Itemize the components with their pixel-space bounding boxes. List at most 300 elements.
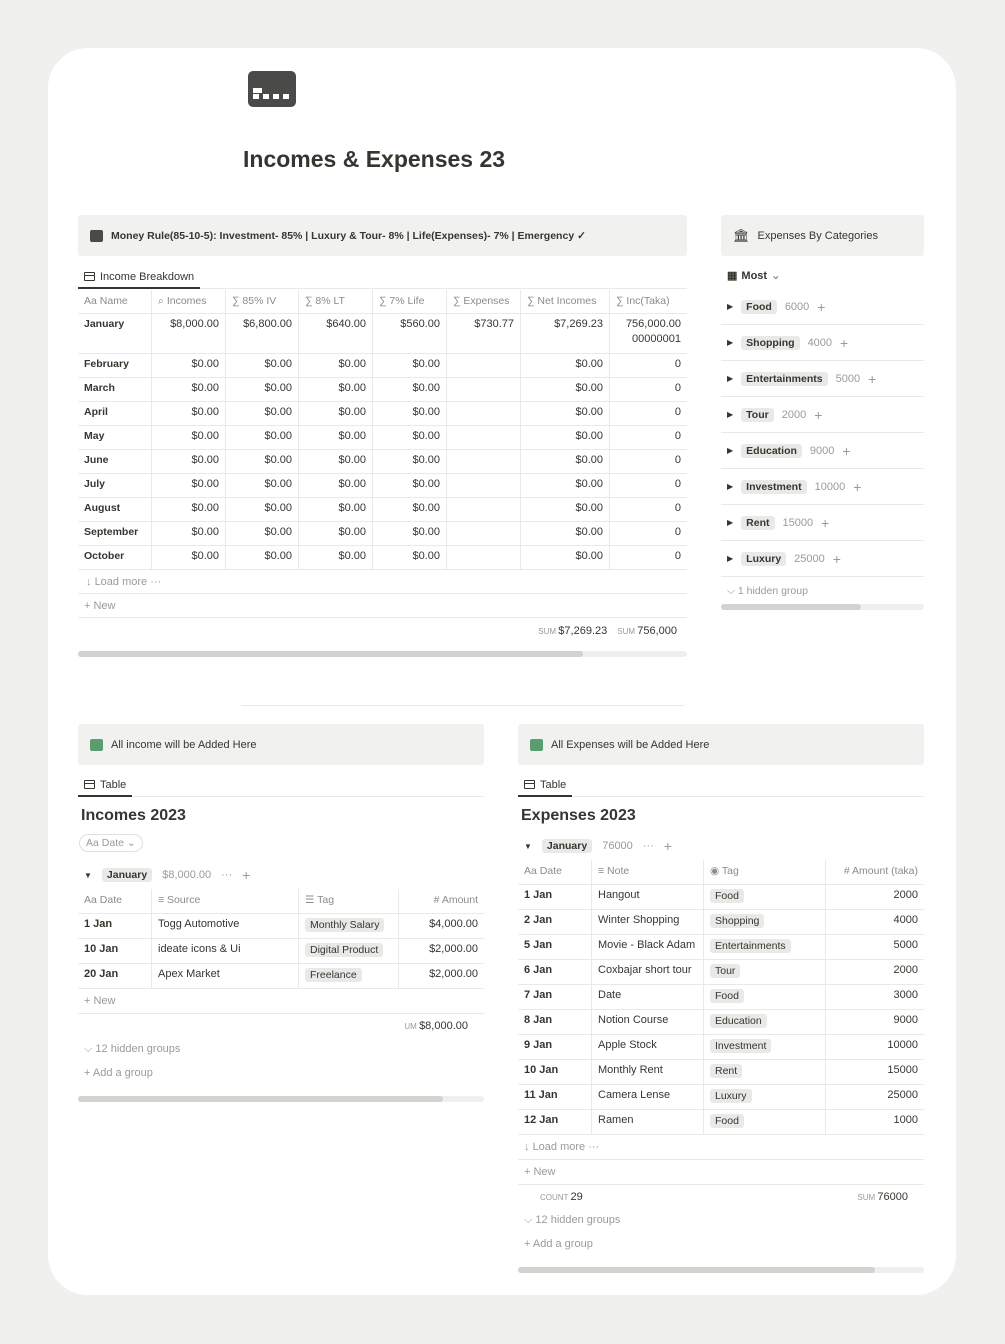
tab-table[interactable]	[518, 774, 572, 797]
expenses-callout	[518, 724, 924, 765]
plus-icon: +	[84, 995, 94, 1007]
table-cell: 756,000.00 00000001	[625, 318, 681, 345]
add-group-button[interactable]	[78, 1062, 484, 1086]
column-icon: ☰	[305, 894, 318, 906]
column-header[interactable]	[373, 290, 447, 313]
column-icon: ∑	[453, 295, 464, 307]
column-header[interactable]	[610, 290, 687, 313]
column-header[interactable]	[226, 290, 299, 313]
table-cell: 0	[674, 502, 681, 514]
date-cell[interactable]	[518, 935, 592, 959]
column-icon: #	[843, 865, 853, 877]
category-total: 2000	[781, 408, 807, 421]
table-cell: $0.00	[521, 378, 610, 401]
divider	[241, 705, 684, 706]
month-name[interactable]: January	[78, 314, 152, 353]
new-label: New	[93, 600, 116, 612]
table-cell: $0.00	[152, 522, 226, 545]
expand-triangle-icon[interactable]: ▶	[727, 302, 734, 311]
income-breakdown-table	[78, 290, 687, 657]
new-label: New	[533, 1166, 556, 1178]
column-header[interactable]	[299, 889, 399, 913]
month-name[interactable]: April	[78, 402, 152, 425]
table-cell: $0.00	[226, 498, 299, 521]
table-row[interactable]	[518, 1085, 924, 1110]
tag-cell	[704, 960, 826, 984]
cell-text: 12 Jan	[524, 1114, 559, 1126]
category-group[interactable]	[721, 325, 924, 361]
add-icon[interactable]: +	[821, 514, 830, 531]
add-group-button[interactable]	[518, 1233, 924, 1257]
cell-text: Ramen	[598, 1114, 634, 1126]
tab-table[interactable]	[78, 774, 132, 797]
tag-cell	[299, 914, 399, 938]
expand-triangle-icon[interactable]: ▶	[727, 518, 734, 527]
sum-row	[78, 618, 687, 643]
column-header[interactable]	[518, 860, 592, 884]
sum-label: SUM	[617, 626, 638, 636]
hidden-groups-toggle[interactable]	[721, 577, 924, 602]
collapse-triangle-icon[interactable]: ▼	[524, 841, 532, 851]
month-name[interactable]: August	[78, 498, 152, 521]
category-group[interactable]	[721, 541, 924, 577]
column-label: Amount	[441, 894, 478, 906]
tag-pill: Investment	[710, 1039, 771, 1053]
column-icon: ≡	[598, 865, 608, 877]
sort-date-filter[interactable]: Aa Date ⌄	[79, 834, 143, 852]
table-cell: 0	[674, 430, 681, 442]
cell-text: 2 Jan	[524, 914, 553, 926]
scrollbar-thumb[interactable]	[518, 1267, 875, 1273]
table-row[interactable]	[78, 939, 484, 964]
amount-cell	[826, 885, 924, 909]
table-cell: $0.00	[521, 450, 610, 473]
new-row-button[interactable]	[78, 989, 484, 1014]
table-cell: $0.00	[299, 546, 373, 569]
incomes-title: Incomes 2023	[81, 807, 186, 824]
hidden-label: 1 hidden group	[737, 585, 808, 597]
date-cell[interactable]	[78, 914, 152, 938]
column-label: Amount (taka)	[852, 865, 918, 877]
column-label: Inc(Taka)	[626, 295, 670, 307]
tab-label: Table	[540, 778, 567, 791]
text-cell	[592, 960, 704, 984]
add-icon[interactable]: +	[868, 370, 877, 387]
table-row[interactable]	[518, 910, 924, 935]
expand-triangle-icon[interactable]: ▶	[727, 374, 734, 383]
text-cell	[592, 910, 704, 934]
month-name[interactable]: September	[78, 522, 152, 545]
date-cell[interactable]	[78, 964, 152, 988]
load-more-button[interactable]	[78, 570, 687, 594]
column-icon: ⌕	[158, 295, 167, 307]
column-label: 8% LT	[315, 295, 345, 307]
incomes-table	[78, 865, 484, 1102]
income-callout	[78, 724, 484, 765]
table-cell: $0.00	[299, 522, 373, 545]
amount-cell	[826, 1085, 924, 1109]
table-cell: $0.00	[152, 450, 226, 473]
add-icon[interactable]: +	[663, 838, 672, 854]
table-cell: $0.00	[152, 474, 226, 497]
text-cell	[592, 1010, 704, 1034]
cell-text: $2,000.00	[429, 943, 478, 955]
table-cell: $0.00	[373, 546, 447, 569]
group-label: January	[102, 868, 152, 882]
gallery-icon: ▦	[727, 270, 738, 282]
month-name[interactable]: July	[78, 474, 152, 497]
amount-cell	[399, 914, 484, 938]
group-header[interactable]	[78, 865, 484, 885]
scrollbar-thumb[interactable]	[721, 604, 861, 610]
table-cell: $0.00	[152, 546, 226, 569]
table-cell: $0.00	[226, 546, 299, 569]
cell-text: 1000	[893, 1114, 918, 1126]
chevron-down-icon: ⌵	[524, 1214, 536, 1226]
scrollbar-thumb[interactable]	[78, 1096, 443, 1102]
column-label: Net Incomes	[537, 295, 597, 307]
date-cell[interactable]	[518, 885, 592, 909]
amount-cell	[826, 935, 924, 959]
column-header[interactable]	[399, 889, 484, 913]
column-header[interactable]	[78, 889, 152, 913]
table-cell: $0.00	[373, 354, 447, 377]
column-header[interactable]	[704, 860, 826, 884]
expand-triangle-icon[interactable]: ▶	[727, 410, 734, 419]
credit-card-icon[interactable]	[248, 71, 296, 107]
table-cell: $0.00	[299, 354, 373, 377]
text-cell	[592, 1110, 704, 1134]
plus-icon: +	[84, 600, 94, 612]
table-cell: $0.00	[299, 498, 373, 521]
plus-icon: +	[84, 1067, 93, 1079]
category-group[interactable]	[721, 433, 924, 469]
category-total: 15000	[782, 516, 814, 529]
expenses-table	[518, 836, 924, 1273]
load-more-button[interactable]	[518, 1135, 924, 1160]
expand-triangle-icon[interactable]: ▶	[727, 482, 734, 491]
collapse-triangle-icon[interactable]: ▼	[84, 870, 92, 880]
date-cell[interactable]	[518, 1060, 592, 1084]
sum-cell[interactable]	[617, 625, 677, 637]
amount-cell	[826, 985, 924, 1009]
new-row-button[interactable]	[78, 594, 687, 618]
category-total: 9000	[809, 444, 835, 457]
table-cell	[447, 426, 521, 449]
hidden-groups-toggle[interactable]	[78, 1038, 484, 1062]
more-icon[interactable]: ···	[642, 840, 654, 852]
tag-pill: Tour	[710, 964, 740, 978]
table-cell: $0.00	[152, 402, 226, 425]
cell-text: 6 Jan	[524, 964, 553, 976]
load-more-label: Load more	[94, 576, 148, 588]
cell-text: Monthly Rent	[598, 1064, 663, 1076]
table-row[interactable]	[78, 522, 687, 546]
category-group[interactable]	[721, 361, 924, 397]
table-row[interactable]	[78, 426, 687, 450]
date-cell[interactable]	[518, 960, 592, 984]
table-row[interactable]	[78, 498, 687, 522]
text-cell	[152, 964, 299, 988]
date-cell[interactable]	[518, 985, 592, 1009]
sum-value: 756,000	[637, 624, 677, 637]
chevron-down-icon: ⌄	[771, 270, 781, 282]
cell-text: Coxbajar short tour	[598, 964, 692, 976]
income-tabs	[78, 774, 484, 797]
new-label: New	[93, 995, 116, 1007]
tag-pill: Food	[710, 889, 744, 903]
callout-text: Expenses By Categories	[757, 229, 878, 242]
cell-text: Movie - Black Adam	[598, 939, 696, 951]
table-icon	[84, 780, 95, 789]
date-cell[interactable]	[518, 1035, 592, 1059]
column-label: Note	[607, 865, 630, 877]
cell-text: 5000	[893, 939, 918, 951]
plus-icon: +	[524, 1166, 534, 1178]
sum-cell[interactable]	[538, 625, 607, 637]
tag-cell	[704, 1010, 826, 1034]
more-icon[interactable]: ···	[221, 869, 233, 881]
table-cell: $0.00	[373, 378, 447, 401]
column-header[interactable]	[78, 290, 152, 313]
table-cell: $0.00	[521, 498, 610, 521]
table-row[interactable]	[78, 546, 687, 570]
date-cell[interactable]	[518, 1085, 592, 1109]
column-header[interactable]	[521, 290, 610, 313]
tag-pill: Food	[710, 1114, 744, 1128]
table-cell: 0	[674, 526, 681, 538]
table-cell: $560.00	[373, 314, 447, 353]
amount-cell	[826, 910, 924, 934]
horizontal-scrollbar[interactable]	[518, 1267, 924, 1273]
table-row[interactable]	[78, 964, 484, 989]
table-cell	[447, 402, 521, 425]
table-row[interactable]	[78, 378, 687, 402]
table-row[interactable]	[518, 1110, 924, 1135]
tag-cell	[299, 939, 399, 963]
month-name[interactable]: October	[78, 546, 152, 569]
add-icon[interactable]: +	[840, 334, 849, 351]
more-icon[interactable]: ···	[147, 576, 162, 588]
add-icon[interactable]: +	[853, 478, 862, 495]
callout-text: All income will be Added Here	[111, 738, 257, 751]
hidden-label: 12 hidden groups	[535, 1214, 621, 1226]
table-row[interactable]	[518, 1035, 924, 1060]
count-label: COUNT	[540, 1193, 571, 1202]
expand-triangle-icon[interactable]: ▶	[727, 446, 734, 455]
expense-tabs	[518, 774, 924, 797]
table-row[interactable]	[518, 1060, 924, 1085]
amount-cell	[826, 1035, 924, 1059]
tab-income-breakdown[interactable]	[78, 266, 200, 289]
column-header[interactable]	[447, 290, 521, 313]
table-cell: $8,000.00	[152, 314, 226, 353]
table-cell: $0.00	[299, 426, 373, 449]
table-row[interactable]	[518, 985, 924, 1010]
amount-cell	[399, 964, 484, 988]
tag-cell	[704, 885, 826, 909]
table-cell: $0.00	[521, 354, 610, 377]
date-cell[interactable]	[78, 939, 152, 963]
table-row[interactable]	[78, 450, 687, 474]
expand-triangle-icon[interactable]: ▶	[727, 554, 734, 563]
table-icon	[524, 780, 535, 789]
tag-pill: Freelance	[305, 968, 362, 982]
table-cell: $0.00	[373, 522, 447, 545]
table-row[interactable]	[78, 402, 687, 426]
hidden-groups-toggle[interactable]	[518, 1209, 924, 1233]
table-row[interactable]	[78, 914, 484, 939]
date-cell[interactable]	[518, 1110, 592, 1134]
scrollbar-thumb[interactable]	[78, 651, 583, 657]
text-cell	[592, 935, 704, 959]
tab-label: Income Breakdown	[100, 270, 195, 283]
cell-text: 3000	[893, 989, 918, 1001]
horizontal-scrollbar[interactable]	[78, 1096, 484, 1102]
aa-icon: Aa	[86, 837, 102, 849]
category-groups	[721, 289, 924, 610]
date-cell[interactable]	[518, 910, 592, 934]
cell-text: Date	[598, 989, 622, 1001]
category-total: 10000	[814, 480, 846, 493]
summary-row	[518, 1185, 924, 1209]
column-icon: #	[433, 894, 442, 906]
table-row[interactable]	[78, 474, 687, 498]
table-cell: $7,269.23	[521, 314, 610, 353]
category-group[interactable]	[721, 469, 924, 505]
horizontal-scrollbar[interactable]	[721, 604, 924, 610]
cell-text: 8 Jan	[524, 1014, 553, 1026]
chevron-down-icon: ⌵	[727, 585, 738, 597]
cell-text: 1 Jan	[524, 889, 553, 901]
view-label: Most	[741, 269, 768, 282]
expand-triangle-icon[interactable]: ▶	[727, 338, 734, 347]
cell-text: 10 Jan	[524, 1064, 559, 1076]
page-title: Incomes & Expenses 23	[243, 146, 506, 172]
new-row-button[interactable]	[518, 1160, 924, 1185]
view-selector-most[interactable]	[727, 269, 780, 282]
month-name[interactable]: June	[78, 450, 152, 473]
table-row[interactable]	[518, 935, 924, 960]
categories-callout	[721, 215, 924, 256]
table-row[interactable]	[518, 1010, 924, 1035]
table-cell: $0.00	[521, 426, 610, 449]
table-cell: $0.00	[152, 426, 226, 449]
table-cell: $0.00	[226, 474, 299, 497]
column-label: Source	[167, 894, 201, 906]
group-header[interactable]	[518, 836, 924, 856]
category-total: 4000	[807, 336, 833, 349]
group-label: January	[542, 839, 592, 853]
text-cell	[592, 1035, 704, 1059]
cell-text: $2,000.00	[429, 968, 478, 980]
tag-pill: Luxury	[710, 1089, 752, 1103]
sum-label: SUM	[857, 1193, 878, 1202]
column-header[interactable]	[152, 889, 299, 913]
horizontal-scrollbar[interactable]	[78, 651, 687, 657]
table-row[interactable]	[78, 354, 687, 378]
cell-text: Winter Shopping	[598, 914, 680, 926]
sum-cell[interactable]	[404, 1020, 478, 1032]
date-cell[interactable]	[518, 1010, 592, 1034]
table-cell: $0.00	[373, 402, 447, 425]
column-label: Name	[99, 295, 128, 307]
month-name[interactable]: March	[78, 378, 152, 401]
category-tag: Investment	[741, 480, 806, 494]
column-label: Tag	[317, 894, 335, 906]
filter-label: Date	[101, 837, 124, 849]
breakdown-tabs	[78, 266, 687, 289]
amount-cell	[399, 939, 484, 963]
add-icon[interactable]: +	[814, 406, 823, 423]
tag-cell	[704, 935, 826, 959]
add-icon[interactable]: +	[842, 442, 851, 459]
more-icon[interactable]: ···	[585, 1141, 600, 1153]
table-cell: 0	[674, 406, 681, 418]
cell-text: 9000	[893, 1014, 918, 1026]
sum-cell[interactable]	[857, 1191, 918, 1203]
table-cell: $0.00	[521, 402, 610, 425]
category-group[interactable]	[721, 397, 924, 433]
column-label: Expenses	[463, 295, 510, 307]
column-icon: ∑	[232, 295, 243, 307]
column-header[interactable]	[299, 290, 373, 313]
table-cell: $0.00	[299, 474, 373, 497]
month-name[interactable]: May	[78, 426, 152, 449]
cell-text: 20 Jan	[84, 968, 119, 980]
text-cell	[592, 885, 704, 909]
category-tag: Luxury	[741, 552, 786, 566]
category-group[interactable]	[721, 289, 924, 325]
category-total: 25000	[794, 552, 825, 565]
column-header[interactable]	[826, 860, 924, 884]
tag-cell	[704, 910, 826, 934]
add-icon[interactable]: +	[242, 867, 251, 883]
category-tag: Entertainments	[741, 372, 827, 386]
table-cell	[447, 378, 521, 401]
tag-pill: Monthly Salary	[305, 918, 384, 932]
month-name[interactable]: February	[78, 354, 152, 377]
table-row[interactable]	[518, 885, 924, 910]
table-cell: $0.00	[521, 522, 610, 545]
table-header	[78, 290, 687, 314]
arrow-down-icon: ↓	[86, 576, 95, 588]
count-cell[interactable]	[540, 1191, 583, 1203]
table-cell: $0.00	[152, 498, 226, 521]
column-header[interactable]	[592, 860, 704, 884]
category-group[interactable]	[721, 505, 924, 541]
column-header[interactable]	[152, 290, 226, 313]
summary-row	[78, 1014, 484, 1038]
text-cell	[592, 1060, 704, 1084]
tag-cell	[704, 985, 826, 1009]
add-group-label: Add a group	[532, 1238, 593, 1250]
table-row[interactable]	[78, 314, 687, 354]
table-cell: $0.00	[226, 378, 299, 401]
cell-text: 10 Jan	[84, 943, 119, 955]
cell-text: Togg Automotive	[158, 918, 240, 930]
table-cell: $0.00	[521, 546, 610, 569]
table-row[interactable]	[518, 960, 924, 985]
add-icon[interactable]: +	[832, 550, 841, 567]
amount-cell	[826, 960, 924, 984]
add-icon[interactable]: +	[817, 298, 826, 315]
amount-cell	[826, 1060, 924, 1084]
table-cell: $0.00	[226, 354, 299, 377]
table-header	[78, 889, 484, 914]
text-cell	[152, 914, 299, 938]
group-total: $8,000.00	[162, 869, 212, 881]
